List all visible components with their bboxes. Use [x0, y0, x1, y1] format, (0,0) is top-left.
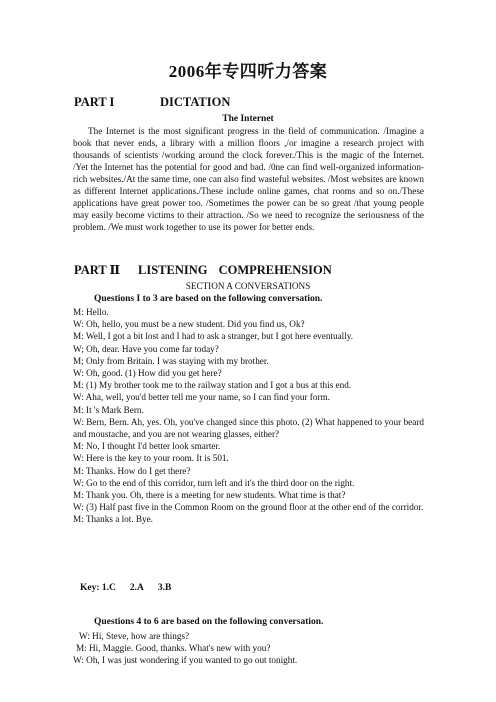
dialog-line: W: Oh, good. (1) How did you get here? [73, 368, 222, 379]
dialog-line: M; Only from Britain. I was staying with my brother. [73, 355, 269, 366]
dialog-line: M: Thanks. How do I get there? [73, 465, 191, 476]
conversation-2-dialog [73, 630, 424, 667]
dialog-line: M: It 's Mark Bern. [73, 404, 144, 415]
part-1-number: PART I [74, 95, 115, 109]
document-title: 2006年专四听力答案 [168, 62, 328, 81]
dialog-line: W: (3) Half past five in the Common Room on the ground floor at the other end of the corridor. [73, 502, 424, 513]
answer-key-3: 3.B [157, 583, 172, 593]
part-2-name: LISTENING COMPREHENSION [138, 263, 332, 277]
answer-key [80, 582, 185, 594]
dialog-line: W: Oh, hello, you must be a new student. Did you find us, Ok? [73, 319, 305, 330]
dialog-line: M: Hi, Maggie. Good, thanks. What's new with you? [76, 643, 271, 654]
answer-key-1: Key: 1.C [80, 583, 116, 593]
part-2-number: PART Ⅱ [74, 263, 121, 277]
dialog-line: W: Here is the key to your room. It is 501. [73, 453, 229, 464]
dictation-subheading: The Internet [222, 114, 274, 124]
dialog-line: M: Hello. [73, 307, 109, 317]
dictation-text: The Internet is the most significant progress in the field of communication. /Imagine a book that never ends, a library with a million floors ,/or imagine a research project with thousands of scientists /working around the clock forever./This is the magic of the Internet. /Yet the Internet has the potential for good and bad. /0ne can find well-organized information-rich websites./At the same time, one can also find wasteful websites. /Most websites are known as different Internet applications./These include online games, chat rooms and so on./These applications have great power too. /Sometimes the power can be so great /that young people may easily become victims to their attraction. /So we need to recognize the seriousness of the problem. /We must work together to use its power for better ends. [73, 126, 424, 233]
dialog-line: M: Well, I got a bit lost and I had to ask a stranger, but I got here eventually. [73, 331, 354, 342]
dialog-line: W: Hi, Steve, how are things? [79, 631, 190, 641]
conversation-2-heading: Questions 4 to 6 are based on the following conversation. [94, 617, 324, 627]
dialog-line: W: Go to the end of this corridor, turn left and it's the third door on the right. [73, 477, 355, 488]
answer-key-2: 2.A [129, 583, 144, 593]
part-1-name: DICTATION [160, 95, 231, 109]
dialog-line: M: (1) My brother took me to the railway station and I got a bus at this end. [73, 380, 352, 391]
part-2-heading [74, 262, 332, 278]
dialog-line: M: No, I thought I'd better look smarter. [73, 441, 221, 452]
dialog-line: W: Bern, Bern. Ah, yes. Oh, you've changed since this photo. (2) What happened to your beard and moustache, and you are not wearing glasses, either? [73, 416, 424, 440]
conversation-1-heading: Questions I to 3 are based on the following conversation. [94, 294, 323, 304]
conversation-1-dialog [73, 306, 424, 526]
section-a-heading: SECTION A CONVERSATIONS [185, 281, 311, 291]
part-1-heading [74, 94, 230, 110]
dialog-line: W: Aha, well, you'd better tell me your name, so I can find your form. [73, 392, 330, 403]
dialog-line: W; Oh, dear. Have you come far today? [73, 343, 219, 354]
dialog-line: W: Oh, I was just wondering if you wanted to go out tonight. [73, 655, 298, 666]
dialog-line: M: Thanks a lot. Bye. [73, 514, 153, 525]
dialog-line: M: Thank you. Oh, there is a meeting for new students. What time is that? [73, 490, 346, 501]
